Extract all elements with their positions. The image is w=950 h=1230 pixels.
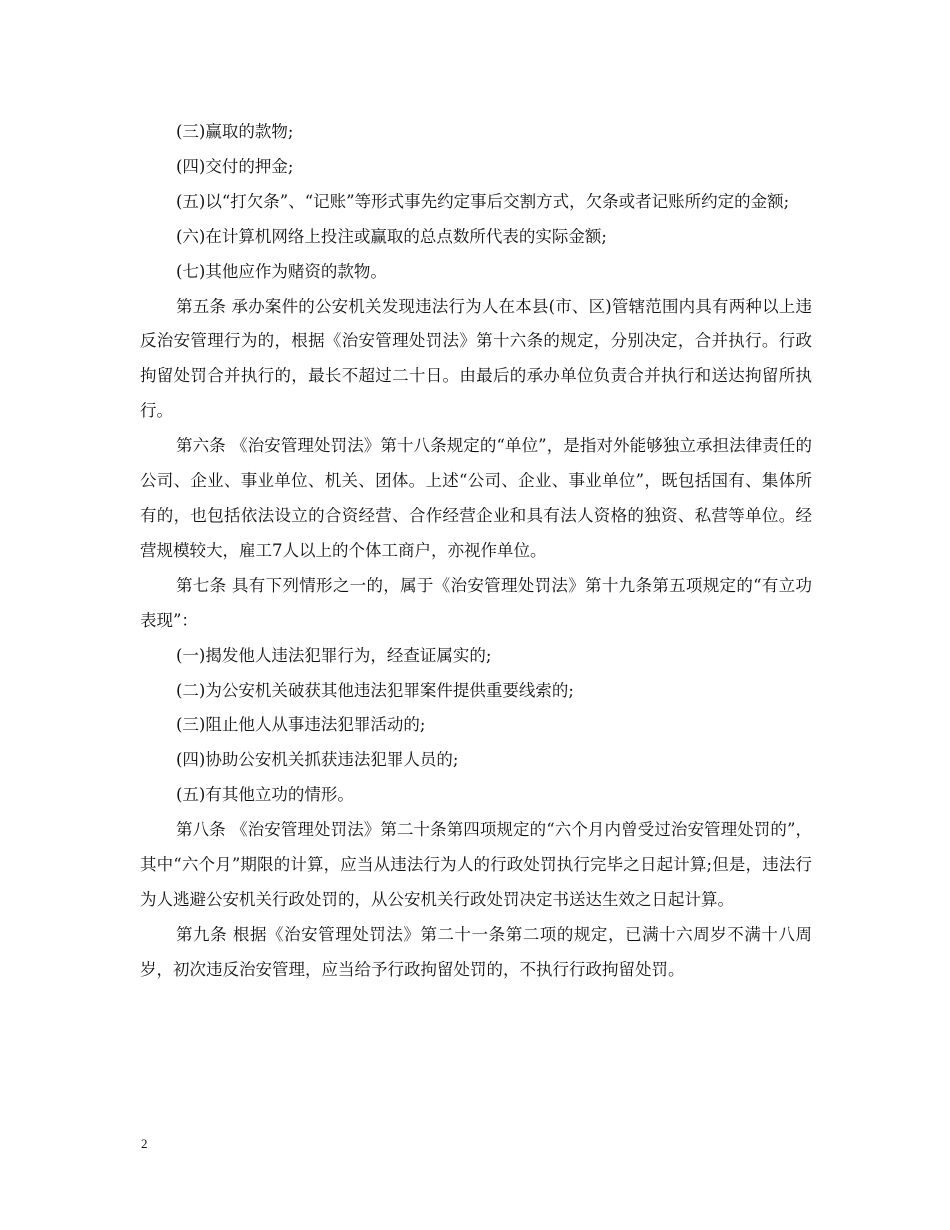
article-7: 第七条 具有下列情形之一的，属于《治安管理处罚法》第十九条第五项规定的“有立功表现”： [140, 575, 812, 630]
document-body [140, 115, 812, 988]
article-5: 第五条 承办案件的公安机关发现违法行为人在本县(市、区)管辖范围内具有两种以上违反治安管理行为的，根据《治安管理处罚法》第十六条的规定，分别决定，合并执行。行政拘留处罚合并执行的，最长不超过二十日。由最后的承办单位负责合并执行和送达拘留所执行。 [140, 296, 812, 421]
article-7-item-4: (四)协助公安机关抓获违法犯罪人员的; [176, 750, 459, 770]
article-7-item-3: (三)阻止他人从事违法犯罪活动的; [176, 715, 426, 735]
article-7-item-5: (五)有其他立功的情形。 [176, 785, 354, 805]
paragraph-item-3: (三)赢取的款物; [176, 122, 294, 141]
paragraph-item-4: (四)交付的押金; [176, 156, 294, 176]
article-8: 第八条 《治安管理处罚法》第二十条第四项规定的“六个月内曾受过治安管理处罚的”，其中“六个月”期限的计算，应当从违法行为人的行政处罚执行完毕之日起计算;但是，违法行为人逃避公安机关行政处罚的，从公安机关行政处罚决定书送达生效之日起计算。 [140, 820, 812, 909]
article-9: 第九条 根据《治安管理处罚法》第二十一条第二项的规定，已满十六周岁不满十八周岁，初次违反治安管理，应当给予行政拘留处罚的，不执行行政拘留处罚。 [140, 924, 812, 979]
paragraph-item-7: (七)其他应作为赌资的款物。 [176, 261, 387, 281]
article-6: 第六条 《治安管理处罚法》第十八条规定的“单位”，是指对外能够独立承担法律责任的公司、企业、事业单位、机关、团体。上述“公司、企业、事业单位”，既包括国有、集体所有的，也包括依法设立的合资经营、合作经营企业和具有法人资格的独资、私营等单位。经营规模较大，雇工7人以上的个体工商户，亦视作单位。 [140, 436, 812, 560]
article-7-item-1: (一)揭发他人违法犯罪行为，经查证属实的; [176, 645, 492, 665]
article-7-item-2: (二)为公安机关破获其他违法犯罪案件提供重要线索的; [176, 680, 574, 700]
paragraph-item-6: (六)在计算机网络上投注或赢取的总点数所代表的实际金额; [176, 226, 607, 246]
page-number: 2 [141, 1136, 148, 1151]
paragraph-item-5: (五)以“打欠条”、“记账”等形式事先约定事后交割方式，欠条或者记账所约定的金额; [176, 191, 790, 211]
